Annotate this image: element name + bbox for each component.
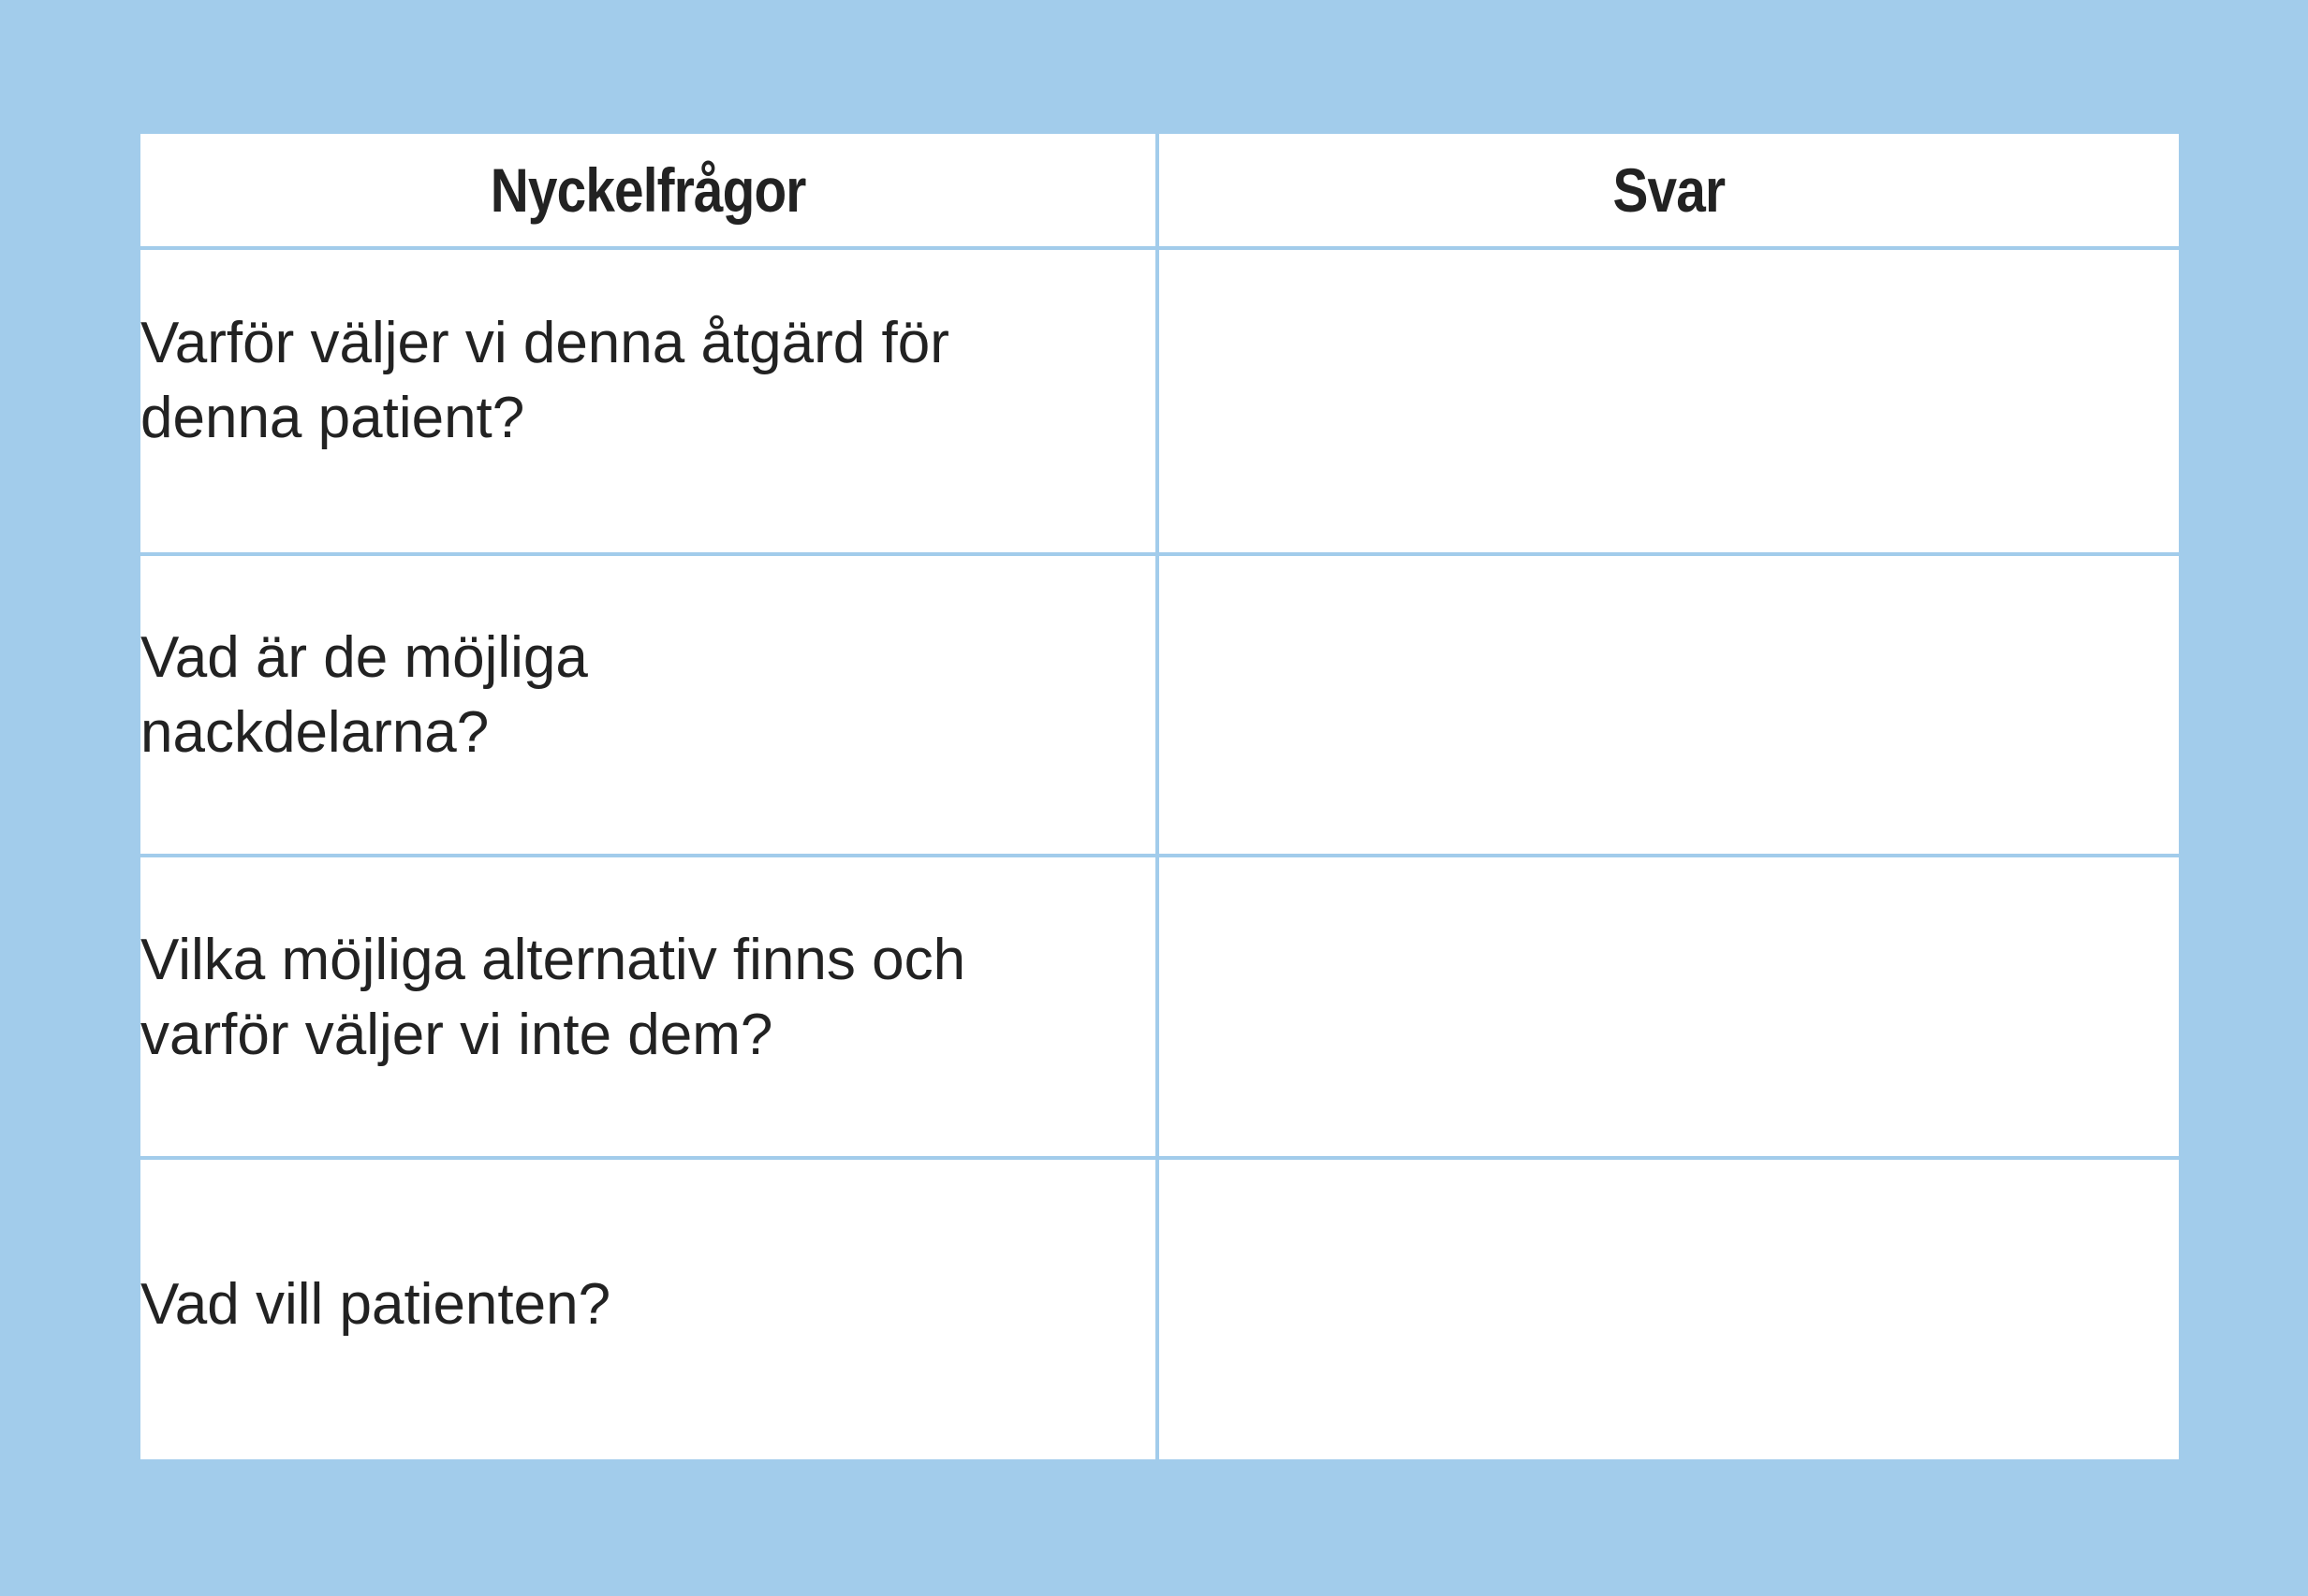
table-row	[140, 248, 2179, 554]
answer-cell[interactable]	[1157, 248, 2179, 554]
header-answers: Svar	[1228, 134, 2107, 248]
question-cell	[140, 1158, 1157, 1459]
question-text: Vilka möjliga alternativ finns och varför väljer vi inte dem?	[140, 927, 966, 1067]
answer-cell[interactable]	[1157, 856, 2179, 1158]
table-header-row	[140, 134, 2179, 248]
table-row	[140, 1158, 2179, 1459]
question-cell	[140, 856, 1157, 1158]
question-cell	[140, 554, 1157, 856]
question-text: Varför väljer vi denna åtgärd för denna patient?	[140, 310, 949, 450]
question-text: Vad är de möjliga nackdelarna?	[140, 625, 588, 765]
table-row	[140, 856, 2179, 1158]
key-questions-card	[140, 134, 2179, 1459]
key-questions-table	[140, 134, 2179, 1459]
header-key-questions: Nyckelfrågor	[212, 134, 1086, 248]
answer-cell[interactable]	[1157, 554, 2179, 856]
answer-cell[interactable]	[1157, 1158, 2179, 1459]
table-row	[140, 554, 2179, 856]
question-cell	[140, 248, 1157, 554]
question-text: Vad vill patienten?	[140, 1272, 611, 1337]
